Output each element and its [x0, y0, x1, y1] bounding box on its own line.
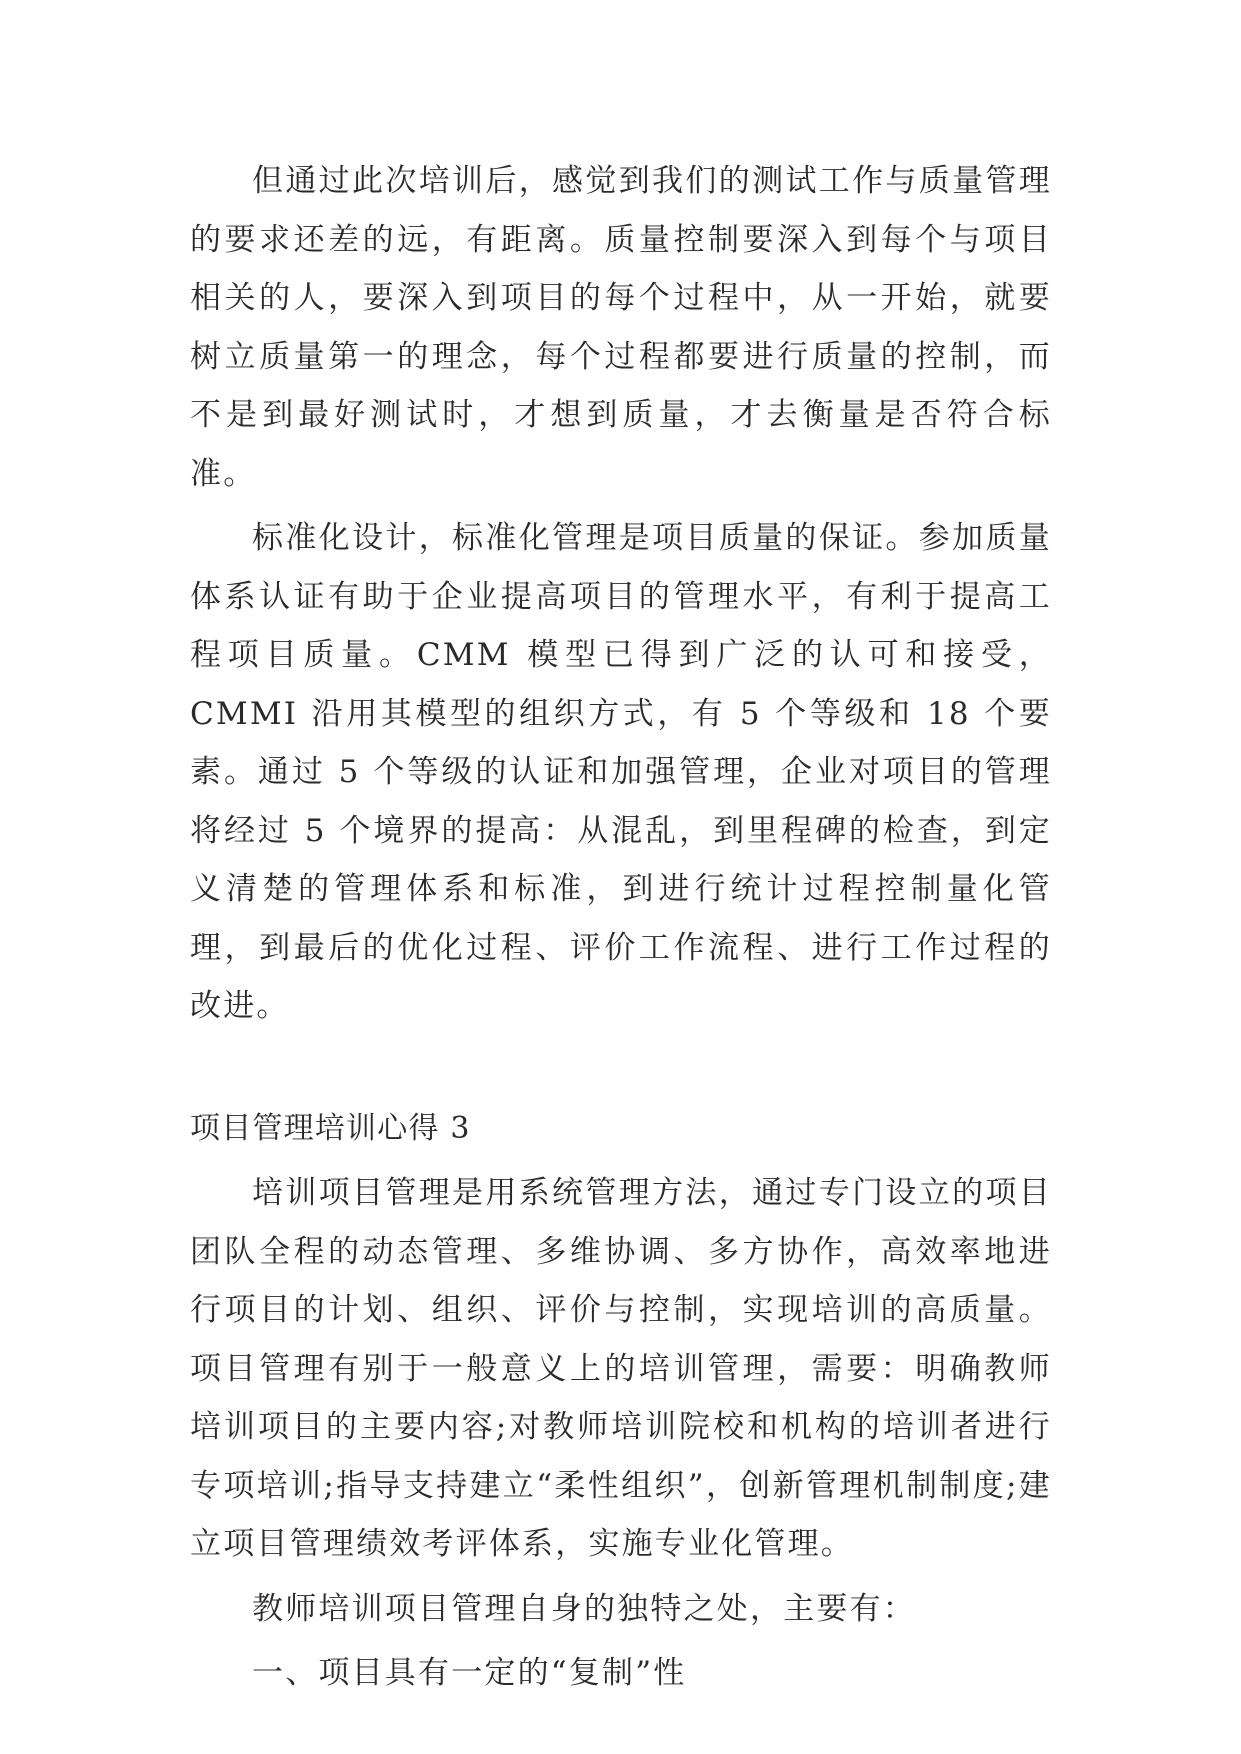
paragraph-training-project-management: 培训项目管理是用系统管理方法，通过专门设立的项目团队全程的动态管理、多维协调、多方协作，高效率地进行项目的计划、组织、评价与控制，实现培训的高质量。项目管理有别于一般意义上的培训管理，需要：明确教师培训项目的主要内容;对教师培训院校和机构的培训者进行专项培训;指导支持建立“柔性组织”，创新管理机制制度;建立项目管理绩效考评体系，实施专业化管理。 [190, 1175, 1052, 1562]
paragraph-point-one: 一、项目具有一定的“复制”性 [252, 1655, 687, 1691]
document-body [190, 152, 1052, 1703]
paragraph-standardization: 标准化设计，标准化管理是项目质量的保证。参加质量体系认证有助于企业提高项目的管理水平，有利于提高工程项目质量。CMM 模型已得到广泛的认可和接受，CMMI 沿用其模型的组织方式，有 5 个等级和 18 个要素。通过 5 个等级的认证和加强管理，企业对项目的管理将经过 5 个境界的提高：从混乱，到里程碑的检查，到定义清楚的管理体系和标准，到进行统计过程控制量化管理，到最后的优化过程、评价工作流程、进行工作过程的改进。 [190, 520, 1052, 1024]
paragraph-quality-gap: 但通过此次培训后，感觉到我们的测试工作与质量管理的要求还差的远，有距离。质量控制要深入到每个与项目相关的人，要深入到项目的每个过程中，从一开始，就要树立质量第一的理念，每个过程都要进行质量的控制，而不是到最好测试时，才想到质量，才去衡量是否符合标准。 [190, 163, 1052, 492]
section-heading: 项目管理培训心得 3 [190, 1110, 471, 1146]
paragraph-unique-features: 教师培训项目管理自身的独特之处，主要有： [252, 1590, 916, 1627]
